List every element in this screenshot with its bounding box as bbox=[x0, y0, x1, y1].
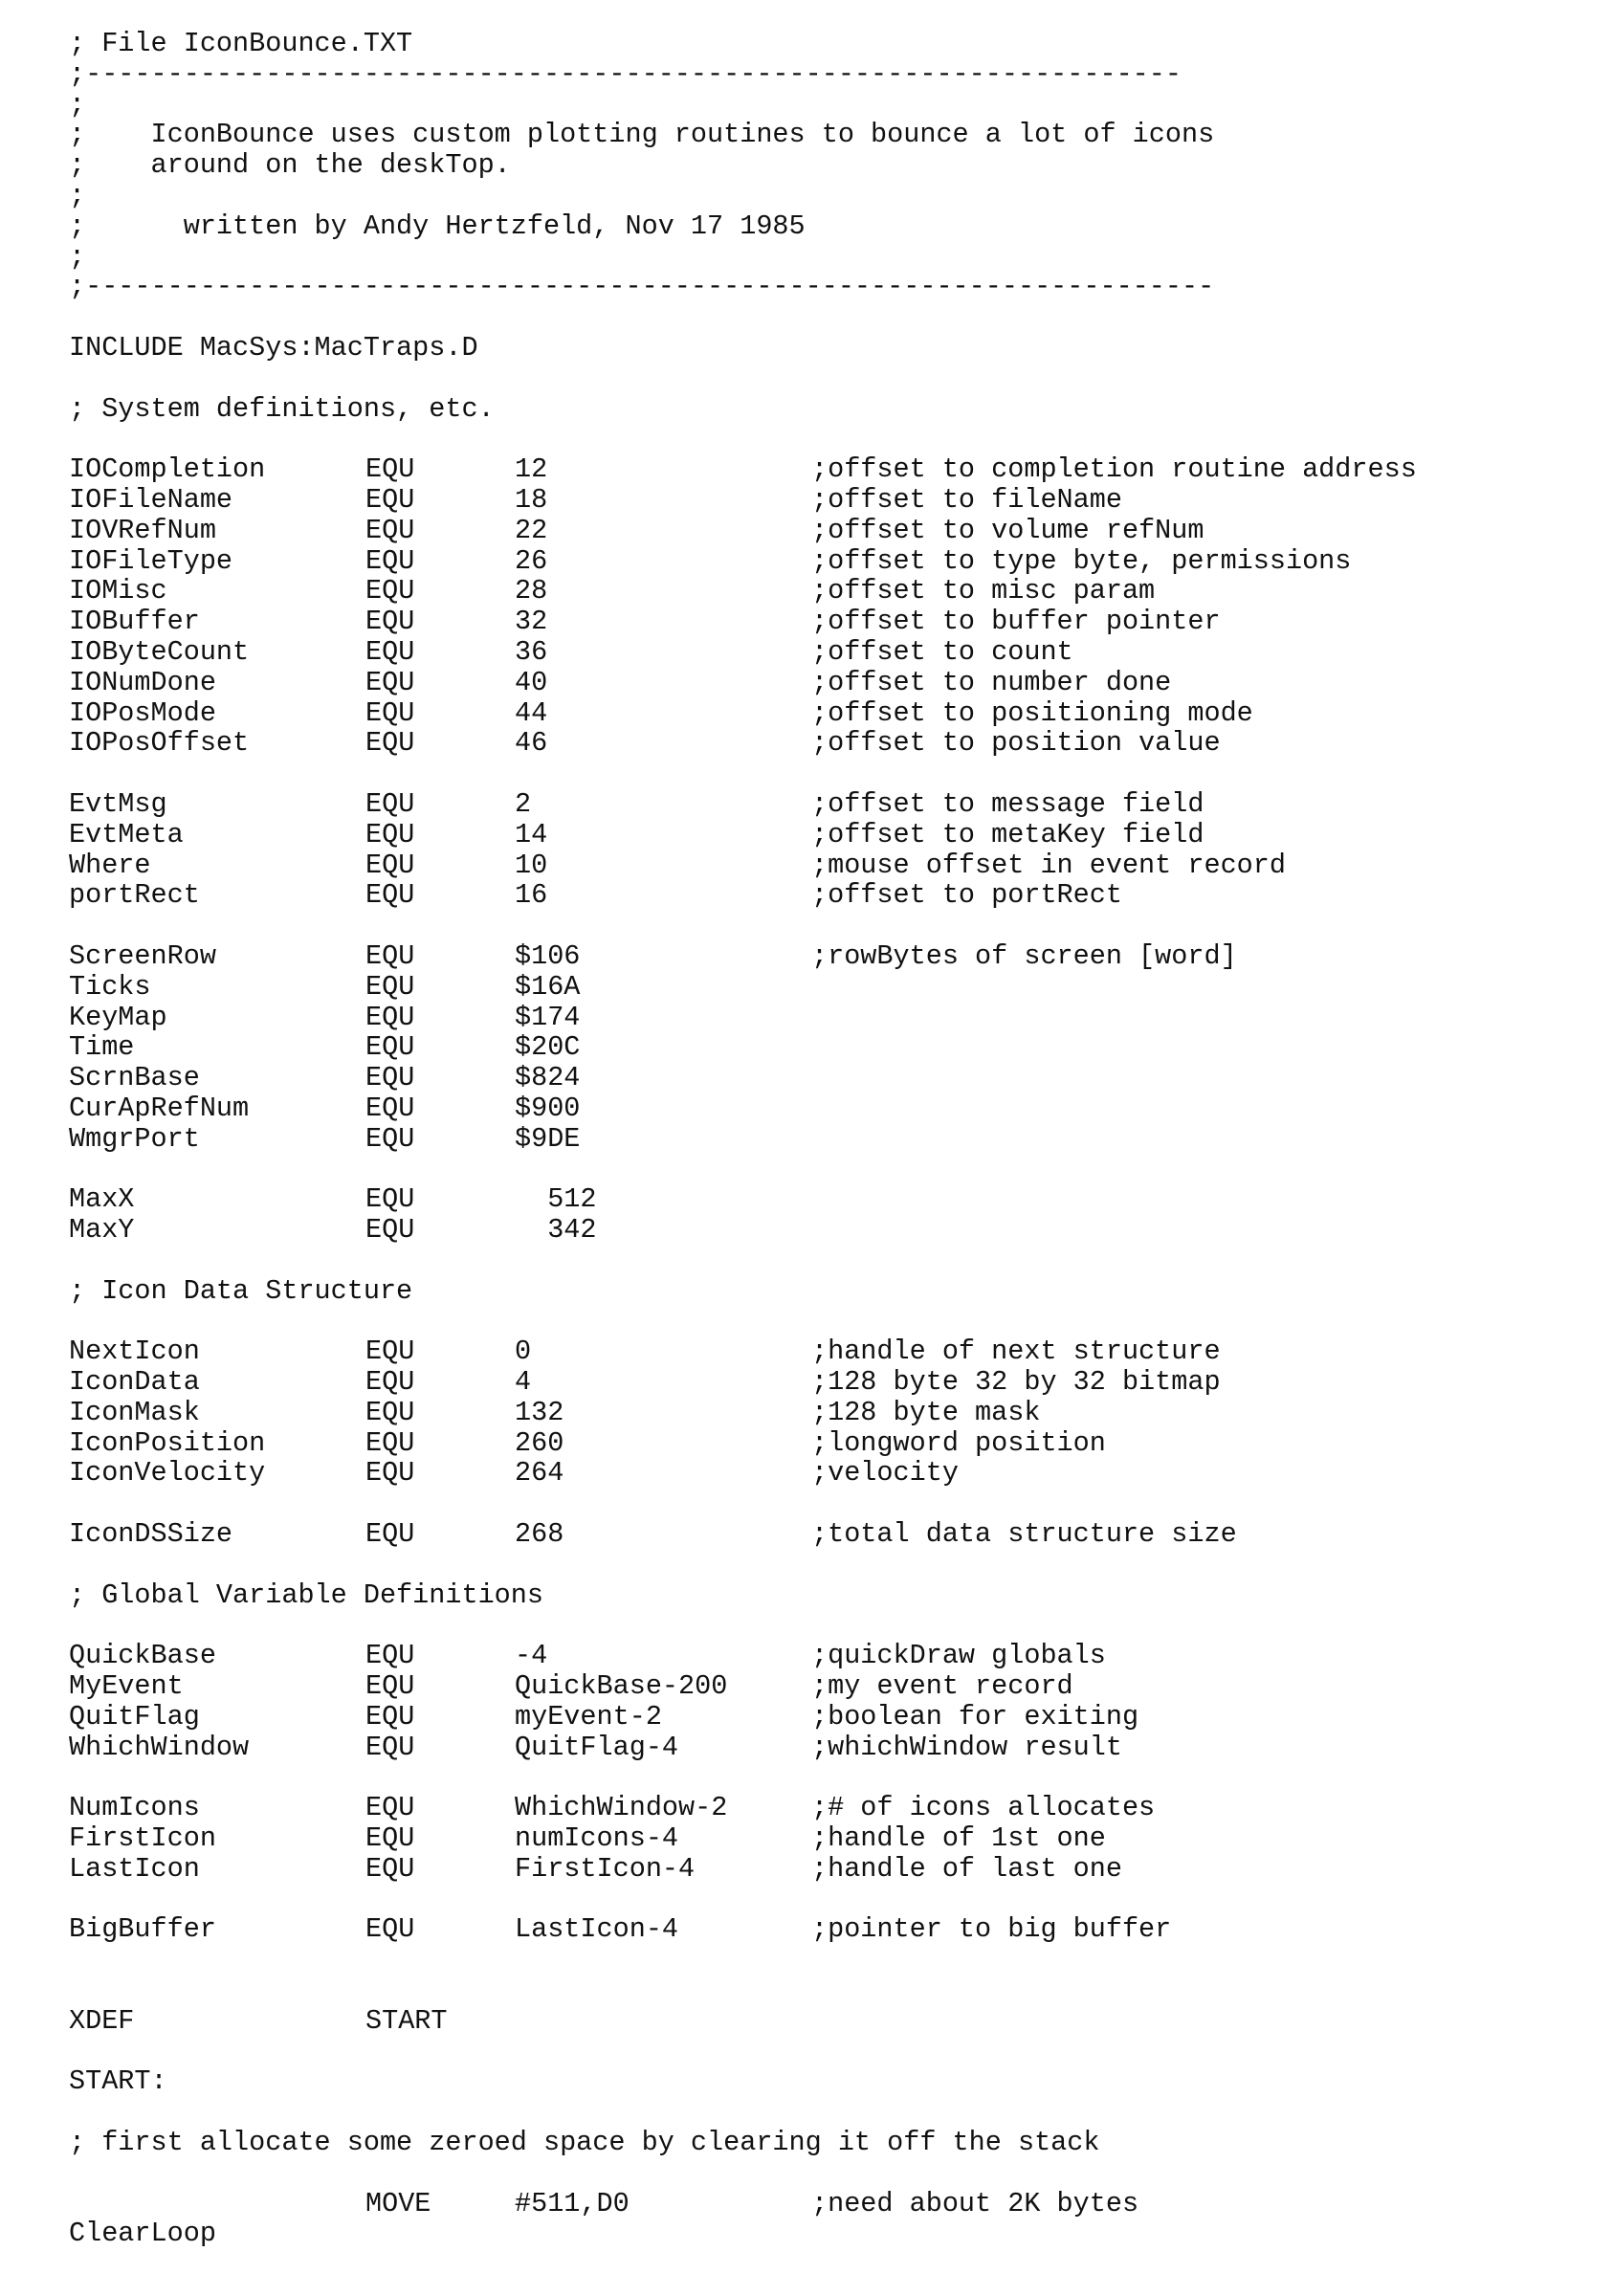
equate-label: Time bbox=[69, 1031, 135, 1064]
equate-label: IONumDone bbox=[69, 666, 216, 698]
equate-value: 22 bbox=[515, 514, 548, 546]
equate-row bbox=[69, 1398, 1580, 1428]
equate-value: $824 bbox=[515, 1062, 581, 1094]
equate-label: QuitFlag bbox=[69, 1700, 200, 1733]
equate-comment: ;offset to volume refNum bbox=[811, 514, 1204, 546]
equate-comment: ;128 byte 32 by 32 bitmap bbox=[811, 1366, 1221, 1399]
equate-value: 4 bbox=[515, 1366, 532, 1399]
equate-value: 264 bbox=[515, 1457, 564, 1490]
xdef-line: XDEF START bbox=[69, 2004, 448, 2037]
equate-op: EQU bbox=[365, 1001, 415, 1033]
section-comment: ; first allocate some zeroed space by clearing it off the stack bbox=[69, 2126, 1100, 2158]
equate-row bbox=[69, 1184, 1580, 1215]
equate-row bbox=[69, 546, 1580, 577]
equate-label: IOFileType bbox=[69, 544, 233, 577]
equate-row bbox=[69, 1003, 1580, 1033]
equate-row bbox=[69, 789, 1580, 820]
equate-op: EQU bbox=[365, 1062, 415, 1094]
equate-value: 32 bbox=[515, 606, 548, 638]
equate-op: EQU bbox=[365, 453, 415, 486]
equate-comment: ;offset to fileName bbox=[811, 483, 1122, 516]
equate-op: EQU bbox=[365, 879, 415, 912]
equate-comment: ;offset to misc param bbox=[811, 575, 1156, 607]
equate-comment: ;offset to positioning mode bbox=[811, 696, 1253, 729]
equate-op: EQU bbox=[365, 1852, 415, 1885]
equate-row: IconDSSize EQU 268 ;total data structure size bbox=[69, 1518, 1237, 1551]
equate-value: 12 bbox=[515, 453, 548, 486]
equate-comment: ;offset to buffer pointer bbox=[811, 606, 1221, 638]
equate-row bbox=[69, 485, 1580, 516]
equate-value: -4 bbox=[515, 1640, 548, 1672]
equate-comment: ;quickDraw globals bbox=[811, 1640, 1106, 1672]
equate-row bbox=[69, 1854, 1580, 1885]
header-rule-bottom: ;--------------------------------------------------------------------- bbox=[69, 272, 1215, 303]
equate-comment: ;longword position bbox=[811, 1426, 1106, 1459]
section-comment: ; Global Variable Definitions bbox=[69, 1578, 543, 1611]
equate-op: EQU bbox=[365, 575, 415, 607]
equate-op: EQU bbox=[365, 1122, 415, 1155]
equate-value: FirstIcon-4 bbox=[515, 1852, 696, 1885]
blank-comment-line: ; bbox=[69, 179, 86, 211]
equate-row bbox=[69, 576, 1580, 607]
equate-value: myEvent-2 bbox=[515, 1700, 662, 1733]
equate-op: EQU bbox=[365, 1731, 415, 1763]
equate-row bbox=[69, 1641, 1580, 1671]
equate-value: 512 bbox=[515, 1183, 597, 1216]
equate-label: IconVelocity bbox=[69, 1457, 266, 1490]
equate-op: EQU bbox=[365, 1700, 415, 1733]
equate-comment: ;offset to type byte, permissions bbox=[811, 544, 1352, 577]
equate-comment: ;128 byte mask bbox=[811, 1396, 1041, 1428]
equate-label: IOPosOffset bbox=[69, 727, 250, 760]
equate-op: EQU bbox=[365, 849, 415, 881]
equate-label: WmgrPort bbox=[69, 1122, 200, 1155]
equate-row bbox=[69, 454, 1580, 485]
equate-label: portRect bbox=[69, 879, 200, 912]
equate-row bbox=[69, 1124, 1580, 1155]
equate-value: 0 bbox=[515, 1336, 532, 1368]
equate-row bbox=[69, 850, 1580, 881]
equate-comment: ;handle of 1st one bbox=[811, 1822, 1106, 1855]
equate-row bbox=[69, 516, 1580, 546]
equate-value: 10 bbox=[515, 849, 548, 881]
equate-op: EQU bbox=[365, 818, 415, 850]
blank-comment-line: ; bbox=[69, 88, 86, 121]
author-line: ; written by Andy Hertzfeld, Nov 17 1985 bbox=[69, 210, 806, 242]
lowmem-equates-block bbox=[69, 941, 1580, 1155]
equate-row bbox=[69, 941, 1580, 972]
equate-label: IconMask bbox=[69, 1396, 200, 1428]
equate-op: EQU bbox=[365, 1336, 415, 1368]
equate-label: IOMisc bbox=[69, 575, 167, 607]
equate-op: EQU bbox=[365, 483, 415, 516]
equate-row bbox=[69, 1063, 1580, 1093]
equate-comment: ;offset to completion routine address bbox=[811, 453, 1417, 486]
equate-op: EQU bbox=[365, 727, 415, 760]
equate-row bbox=[69, 972, 1580, 1003]
equate-comment: ;offset to message field bbox=[811, 787, 1204, 820]
equate-label: EvtMsg bbox=[69, 787, 167, 820]
equate-comment: ;offset to number done bbox=[811, 666, 1172, 698]
equate-op: EQU bbox=[365, 1092, 415, 1124]
equate-row bbox=[69, 1367, 1580, 1398]
equate-value: 14 bbox=[515, 818, 548, 850]
equate-op: EQU bbox=[365, 787, 415, 820]
equate-op: EQU bbox=[365, 970, 415, 1003]
global-equates-block bbox=[69, 1641, 1580, 1762]
equate-value: 36 bbox=[515, 635, 548, 668]
file-title: ; File IconBounce.TXT bbox=[69, 28, 413, 59]
equate-op: EQU bbox=[365, 1366, 415, 1399]
blank-comment-line: ; bbox=[69, 240, 86, 273]
equate-comment: ;whichWindow result bbox=[811, 1731, 1122, 1763]
equate-value: 46 bbox=[515, 727, 548, 760]
equate-label: MaxX bbox=[69, 1183, 135, 1216]
equate-op: EQU bbox=[365, 696, 415, 729]
equate-value: 26 bbox=[515, 544, 548, 577]
equate-value: numIcons-4 bbox=[515, 1822, 679, 1855]
equate-value: $900 bbox=[515, 1092, 581, 1124]
equate-label: Where bbox=[69, 849, 151, 881]
equate-op: EQU bbox=[365, 1183, 415, 1216]
equate-op: EQU bbox=[365, 1640, 415, 1672]
equate-value: 18 bbox=[515, 483, 548, 516]
equate-comment: ;my event record bbox=[811, 1670, 1073, 1703]
equate-comment: ;rowBytes of screen [word] bbox=[811, 939, 1237, 972]
equate-op: EQU bbox=[365, 1214, 415, 1247]
icon-list-equates-block bbox=[69, 1793, 1580, 1884]
equate-value: 28 bbox=[515, 575, 548, 607]
equate-op: EQU bbox=[365, 666, 415, 698]
instruction-row: MOVE #511,D0 ;need about 2K bytes bbox=[365, 2187, 1139, 2219]
equate-label: Ticks bbox=[69, 970, 151, 1003]
event-equates-block bbox=[69, 789, 1580, 911]
equate-label: IOFileName bbox=[69, 483, 233, 516]
description-line: ; around on the deskTop. bbox=[69, 149, 511, 182]
equate-op: EQU bbox=[365, 1457, 415, 1490]
equate-comment: ;offset to portRect bbox=[811, 879, 1122, 912]
equate-op: EQU bbox=[365, 1670, 415, 1703]
equate-row bbox=[69, 1671, 1580, 1702]
equate-label: IOVRefNum bbox=[69, 514, 216, 546]
equate-op: EQU bbox=[365, 1792, 415, 1824]
section-comment: ; Icon Data Structure bbox=[69, 1274, 413, 1307]
equate-op: EQU bbox=[365, 1426, 415, 1459]
equate-label: EvtMeta bbox=[69, 818, 184, 850]
equate-op: EQU bbox=[365, 514, 415, 546]
io-equates-block bbox=[69, 454, 1580, 759]
equate-value: $20C bbox=[515, 1031, 581, 1064]
equate-row bbox=[69, 880, 1580, 911]
equate-row bbox=[69, 698, 1580, 729]
equate-row: BigBuffer EQU LastIcon-4 ;pointer to big buffer bbox=[69, 1913, 1172, 1946]
equate-label: IOByteCount bbox=[69, 635, 250, 668]
equate-label: WhichWindow bbox=[69, 1731, 250, 1763]
equate-value: QuickBase-200 bbox=[515, 1670, 728, 1703]
header-rule-top: ;------------------------------------------------------------------- bbox=[69, 58, 1182, 90]
equate-value: 2 bbox=[515, 787, 532, 820]
equate-row bbox=[69, 1093, 1580, 1124]
equate-op: EQU bbox=[365, 544, 415, 577]
equate-label: IconData bbox=[69, 1366, 200, 1399]
start-label: START: bbox=[69, 2065, 167, 2098]
equate-row bbox=[69, 728, 1580, 759]
equate-label: QuickBase bbox=[69, 1640, 216, 1672]
file-header-line bbox=[69, 29, 1580, 59]
include-line: INCLUDE MacSys:MacTraps.D bbox=[69, 331, 478, 364]
section-comment: ; System definitions, etc. bbox=[69, 392, 495, 425]
equate-op: EQU bbox=[365, 1822, 415, 1855]
equate-label: KeyMap bbox=[69, 1001, 167, 1033]
max-equates-block bbox=[69, 1184, 1580, 1246]
equate-value: 132 bbox=[515, 1396, 564, 1428]
equate-row bbox=[69, 637, 1580, 668]
equate-comment: ;# of icons allocates bbox=[811, 1792, 1156, 1824]
equate-comment: ;velocity bbox=[811, 1457, 959, 1490]
equate-row bbox=[69, 1702, 1580, 1733]
equate-value: $16A bbox=[515, 970, 581, 1003]
equate-comment: ;boolean for exiting bbox=[811, 1700, 1139, 1733]
equate-label: FirstIcon bbox=[69, 1822, 216, 1855]
equate-value: $9DE bbox=[515, 1122, 581, 1155]
equate-value: 342 bbox=[515, 1214, 597, 1247]
equate-label: IconPosition bbox=[69, 1426, 266, 1459]
equate-row bbox=[69, 820, 1580, 850]
clear-loop-label: ClearLoop bbox=[69, 2218, 216, 2250]
equate-row bbox=[69, 1032, 1580, 1063]
equate-label: ScreenRow bbox=[69, 939, 216, 972]
equate-value: 16 bbox=[515, 879, 548, 912]
equate-label: NumIcons bbox=[69, 1792, 200, 1824]
equate-label: IOBuffer bbox=[69, 606, 200, 638]
equate-row bbox=[69, 668, 1580, 698]
equate-label: NextIcon bbox=[69, 1336, 200, 1368]
equate-value: QuitFlag-4 bbox=[515, 1731, 679, 1763]
equate-row bbox=[69, 1458, 1580, 1489]
equate-op: EQU bbox=[365, 1396, 415, 1428]
equate-label: MaxY bbox=[69, 1214, 135, 1247]
equate-row bbox=[69, 607, 1580, 637]
equate-row bbox=[69, 1823, 1580, 1854]
equate-comment: ;mouse offset in event record bbox=[811, 849, 1286, 881]
equate-op: EQU bbox=[365, 939, 415, 972]
equate-value: 40 bbox=[515, 666, 548, 698]
equate-row bbox=[69, 1215, 1580, 1246]
equate-label: IOPosMode bbox=[69, 696, 216, 729]
equate-comment: ;offset to position value bbox=[811, 727, 1221, 760]
equate-value: 260 bbox=[515, 1426, 564, 1459]
equate-op: EQU bbox=[365, 606, 415, 638]
source-listing bbox=[69, 29, 1580, 2249]
equate-comment: ;handle of next structure bbox=[811, 1336, 1221, 1368]
equate-label: IOCompletion bbox=[69, 453, 266, 486]
equate-comment: ;offset to metaKey field bbox=[811, 818, 1204, 850]
equate-label: MyEvent bbox=[69, 1670, 184, 1703]
equate-label: CurApRefNum bbox=[69, 1092, 250, 1124]
equate-value: 44 bbox=[515, 696, 548, 729]
equate-op: EQU bbox=[365, 635, 415, 668]
equate-op: EQU bbox=[365, 1031, 415, 1064]
equate-label: LastIcon bbox=[69, 1852, 200, 1885]
equate-label: ScrnBase bbox=[69, 1062, 200, 1094]
equate-value: $106 bbox=[515, 939, 581, 972]
equate-row bbox=[69, 1733, 1580, 1763]
equate-row bbox=[69, 1336, 1580, 1367]
equate-comment: ;handle of last one bbox=[811, 1852, 1122, 1885]
equate-row bbox=[69, 1793, 1580, 1823]
equate-row bbox=[69, 1428, 1580, 1459]
description-line: ; IconBounce uses custom plotting routines to bounce a lot of icons bbox=[69, 119, 1215, 151]
equate-value: WhichWindow-2 bbox=[515, 1792, 728, 1824]
equate-comment: ;offset to count bbox=[811, 635, 1073, 668]
equate-value: $174 bbox=[515, 1001, 581, 1033]
icon-equates-block bbox=[69, 1336, 1580, 1489]
